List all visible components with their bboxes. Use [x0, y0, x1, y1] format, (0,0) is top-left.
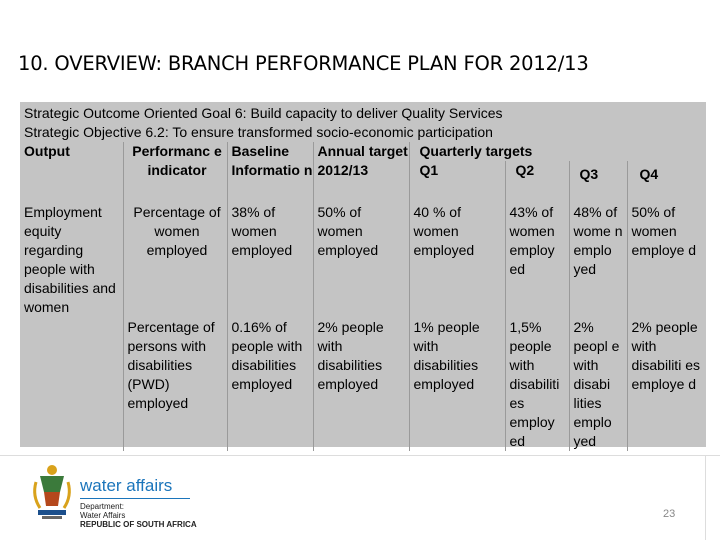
row2-q2: 1,5% people with disabiliti es employ ed	[505, 318, 569, 451]
performance-table	[20, 102, 706, 447]
header-q4: Q4	[639, 166, 659, 182]
brand-line-department: Department:	[80, 502, 125, 511]
footer-divider	[0, 455, 720, 456]
brand-rule	[80, 498, 190, 499]
row2-q4: 2% people with disabiliti es employe d	[631, 319, 700, 392]
header-output: Output	[20, 142, 123, 203]
row2-q1: 1% people with disabilities employed	[409, 318, 505, 451]
row2-annual: 2% people with disabilities employed	[313, 318, 409, 451]
row1-q4: 50% of women employe d	[631, 204, 697, 258]
row2-baseline: 0.16% of people with disabilities employed	[227, 318, 313, 451]
performance-table-grid	[20, 102, 706, 451]
row1-q2: 43% of women employ ed	[505, 203, 569, 318]
header-baseline: Baseline Informatio n	[227, 142, 313, 203]
strategic-outcome-row: Strategic Outcome Oriented Goal 6: Build capacity to deliver Quality Services	[24, 105, 503, 121]
header-quarterly-targets: Quarterly targets	[419, 143, 533, 159]
row2-output	[20, 318, 123, 451]
row1-output: Employment equity regarding people with disabilities and women	[20, 203, 123, 318]
header-annual-target: Annual target 2012/13	[313, 142, 409, 203]
brand-line-water-affairs: Water Affairs	[80, 511, 126, 520]
table-row	[20, 318, 706, 451]
header-q2: Q2	[505, 161, 569, 184]
row1-indicator: Percentage of women employed	[123, 203, 227, 318]
right-frame	[705, 455, 720, 540]
header-q1: Q1	[409, 161, 505, 184]
slide-title: 10. OVERVIEW: BRANCH PERFORMANCE PLAN FOR 2012/13	[18, 52, 589, 75]
page-number: 23	[663, 508, 676, 520]
header-performance-indicator: Performanc e indicator	[123, 142, 227, 203]
row1-annual: 50% of women employed	[313, 203, 409, 318]
header-q3: Q3	[569, 161, 627, 184]
brand-block	[80, 476, 197, 529]
coat-of-arms-icon	[30, 462, 75, 522]
brand-line-republic: REPUBLIC OF SOUTH AFRICA	[80, 520, 197, 529]
row2-indicator: Percentage of persons with disabilities (PWD) employed	[123, 318, 227, 451]
brand-name: water affairs	[80, 476, 173, 495]
row1-q1: 40 % of women employed	[409, 203, 505, 318]
row1-baseline: 38% of women employed	[227, 203, 313, 318]
table-row	[20, 203, 706, 318]
strategic-objective-row: Strategic Objective 6.2: To ensure transformed socio-economic participation	[24, 124, 493, 140]
row1-q3: 48% of wome n emplo yed	[569, 203, 627, 318]
row2-q3: 2% peopl e with disabi lities emplo yed	[569, 318, 627, 451]
